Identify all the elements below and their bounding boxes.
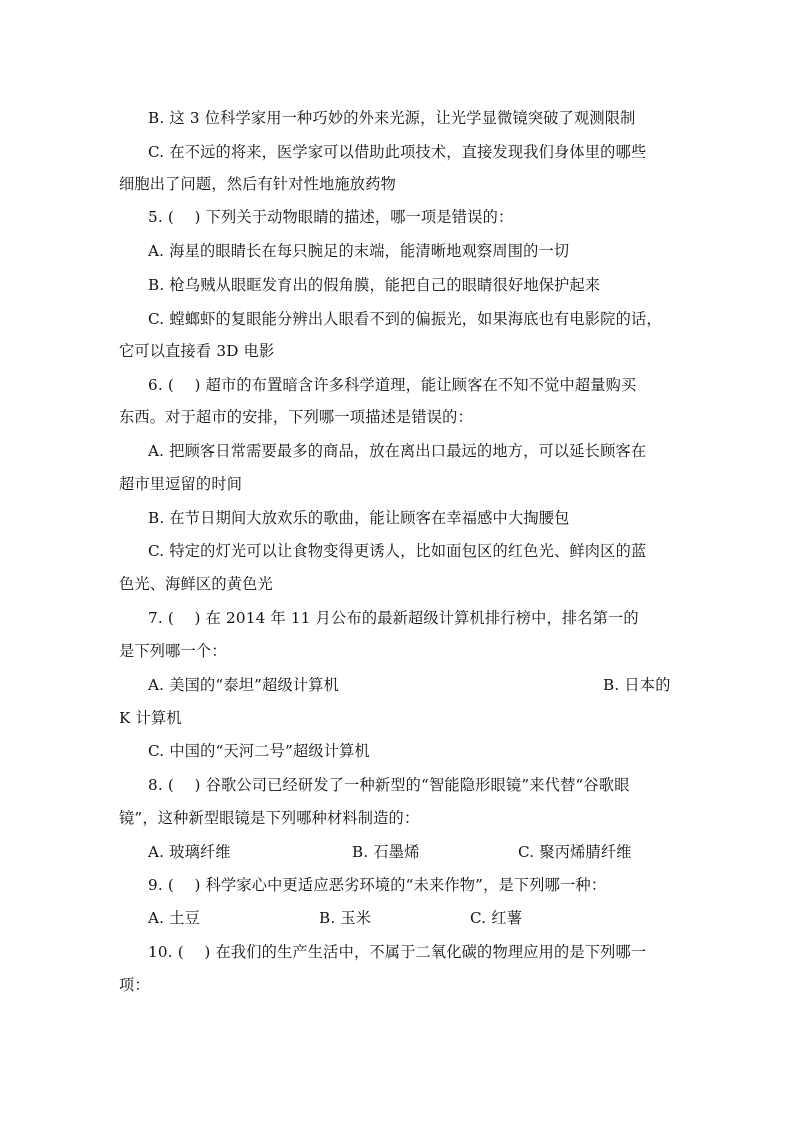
option-a-q6: A. 把顾客日常需要最多的商品，放在离出口最远的地方，可以延长顾客在 <box>148 442 647 460</box>
option-b-q6: B. 在节日期间大放欢乐的歌曲，能让顾客在幸福感中大掏腰包 <box>148 509 570 527</box>
question-8: 8. ( ) 谷歌公司已经研发了一种新型的“智能隐形眼镜”来代替“谷歌眼 <box>148 776 630 794</box>
option-c-q9: C. 红薯 <box>470 909 523 927</box>
question-6: 6. ( ) 超市的布置暗含许多科学道理，能让顾客在不知不觉中超量购买 <box>148 376 637 394</box>
question-6-cont: 东西。对于超市的安排，下列哪一项描述是错误的： <box>119 408 473 426</box>
option-a-q7: A. 美国的“泰坦”超级计算机 <box>148 676 340 694</box>
option-b-q8: B. 石墨烯 <box>352 843 420 861</box>
option-c-q8: C. 聚丙烯腈纤维 <box>518 843 632 861</box>
option-c-q5-cont: 它可以直接看 3D 电影 <box>119 342 275 360</box>
option-c-q7: C. 中国的“天河二号”超级计算机 <box>148 742 370 760</box>
option-c-q4-cont: 细胞出了问题，然后有针对性地施放药物 <box>119 175 396 193</box>
option-b-q5: B. 枪乌贼从眼眶发育出的假角膜，能把自己的眼睛很好地保护起来 <box>148 276 601 294</box>
option-a-q9: A. 土豆 <box>148 909 200 927</box>
option-c-q5: C. 螳螂虾的复眼能分辨出人眼看不到的偏振光，如果海底也有电影院的话， <box>148 310 662 328</box>
option-a-q6-cont: 超市里逗留的时间 <box>119 475 243 493</box>
option-c-q6-cont: 色光、海鲜区的黄色光 <box>119 575 273 593</box>
option-a-q8: A. 玻璃纤维 <box>148 843 231 861</box>
option-b-q7-cont: K 计算机 <box>119 709 182 727</box>
question-7-cont: 是下列哪一个： <box>119 642 227 660</box>
question-8-cont: 镜”，这种新型眼镜是下列哪种材料制造的： <box>119 809 420 827</box>
question-10: 10. ( ) 在我们的生产生活中，不属于二氧化碳的物理应用的是下列哪一 <box>148 943 647 961</box>
option-b-q4: B. 这 3 位科学家用一种巧妙的外来光源，让光学显微镜突破了观测限制 <box>148 109 636 127</box>
question-9: 9. ( ) 科学家心中更适应恶劣环境的“未来作物”，是下列哪一种： <box>148 876 607 894</box>
option-b-q9: B. 玉米 <box>319 909 372 927</box>
option-c-q6: C. 特定的灯光可以让食物变得更诱人，比如面包区的红色光、鲜肉区的蓝 <box>148 542 647 560</box>
option-c-q4: C. 在不远的将来，医学家可以借助此项技术，直接发现我们身体里的哪些 <box>148 143 647 161</box>
option-b-q7: B. 日本的 <box>603 676 671 694</box>
question-5: 5. ( ) 下列关于动物眼睛的描述，哪一项是错误的： <box>148 208 514 226</box>
question-10-cont: 项： <box>119 976 150 994</box>
option-a-q5: A. 海星的眼睛长在每只腕足的末端，能清晰地观察周围的一切 <box>148 242 570 260</box>
question-7: 7. ( ) 在 2014 年 11 月公布的最新超级计算机排行榜中，排名第一的 <box>148 609 639 627</box>
